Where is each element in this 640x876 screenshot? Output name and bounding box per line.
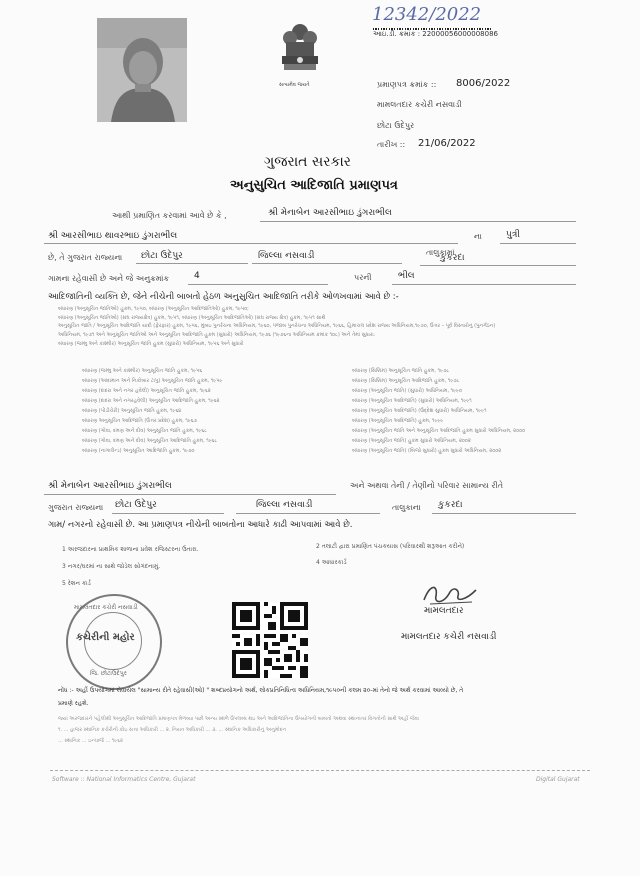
order-right: બંધારણ (સિક્કિમ) અનુસૂચિત આદિજાતિ હુકમ, ૧૯૭૮ bbox=[352, 378, 460, 384]
residence-state-label: ગુજરાત રાજ્યના bbox=[48, 503, 104, 512]
order-left: બંધારણ અનુસૂચિત આદિજાતિ (ઉત્તર પ્રદેશ) હુકમ, ૧૯૬૭ bbox=[82, 418, 197, 424]
caste-label: પરની bbox=[354, 273, 372, 282]
signatory-title: મામલતદાર bbox=[424, 606, 464, 616]
seal-top-text: મામલતદાર કચેરી નસવાડી bbox=[74, 604, 138, 611]
order-right: બંધારણ (સિક્કિમ) અનુસૂચિત જાતિ હુકમ, ૧૯૭૮ bbox=[352, 368, 450, 374]
jilla-value: જિલ્લા નસવાડી bbox=[258, 251, 315, 261]
note-faint-3: ... સ્થાનિક ... ઇન્ચાર્જ ... ૧૯૬૨ bbox=[58, 738, 123, 744]
order-line: બંધારણ (અનુસૂચિત જાતિઓ) હુકમ, ૧૯૫૦, બંધારણ (અનુસૂચિત આદિજાતિઓ) હુકમ, ૧૯૫૦; bbox=[58, 306, 249, 312]
note-line-2: પ્રમાણે રહશે. bbox=[58, 700, 89, 707]
taluka-label: તાલુકામાં bbox=[426, 248, 455, 257]
serial-number: 4 bbox=[194, 271, 200, 281]
tribe-text: આદિજાતિની વ્યક્તિ છે, જેને નીચેની બાબતો હેઠળ અનુસુચિત આદિજાતિ તરીકે ઓળખવામાં આવે છે :- bbox=[48, 292, 399, 302]
relation-label: ના bbox=[474, 232, 482, 241]
emblem-caption: સત્યમેવ જયતે bbox=[279, 82, 310, 88]
order-right: બંધારણ (અનુસૂચિત જાતિ) (સુધારો) અધિનિયમ, ૧૯૯૦ bbox=[352, 388, 463, 394]
issuing-office: મામલતદાર કચેરી નસવાડી bbox=[377, 100, 462, 109]
footer-divider bbox=[50, 770, 590, 771]
certify-text: આથી પ્રમાણિત કરવામાં આવે છે કે , bbox=[112, 211, 227, 220]
issuing-district: છોટા ઉદેપુર bbox=[377, 121, 415, 130]
order-left: બંધારણ (નાગાલેન્ડ) અનુસૂચિત આદિજાતિ હુકમ, ૧૯૭૦ bbox=[82, 448, 195, 454]
residence-district: છોટા ઉદેપુર bbox=[115, 500, 157, 510]
holder-name: શ્રી મેનાબેન આરસીભાઇ ડુંગરાભીલ bbox=[268, 208, 392, 218]
signatory-office: મામલતદાર કચેરી નસવાડી bbox=[401, 632, 497, 642]
basis-item: 1 અરજદારના પ્રાથમિક શાળાના પ્રવેશ રજિસ્ટરના ઉતારા. bbox=[62, 546, 199, 553]
cert-number: 8006/2022 bbox=[456, 78, 511, 89]
order-line: બંધારણ (અનુસૂચિત જાતિઓ) (સંઘ રાજ્યક્ષેત્ર) હુકમ, ૧૯૫૧, બંધારણ (અનુસૂચિત આદિજાતિઓ) (સંઘ રાજ્ય ક્ષેત્ર) હુકમ, ૧૯૫૧ સાથે bbox=[58, 315, 326, 321]
barcode-text: આઇ.ડી. ક્રમાંક : 22000056000008086 bbox=[373, 30, 498, 38]
basis-item: 3 નગર/ઘરમાં ના સાથે જોડેલ સોગંદનામું. bbox=[62, 563, 161, 570]
father-name: શ્રી આરસીભાઇ થાવરભાઇ ડુંગરાભીલ bbox=[48, 231, 178, 241]
footer-right: Digital Gujarat bbox=[536, 776, 580, 783]
signature-icon bbox=[420, 582, 480, 608]
footer-left: Software :: National Informatics Centre, Gujarat bbox=[52, 776, 196, 783]
residence-name: શ્રી મેનાબેન આરસીભાઇ ડુંગરાભીલ bbox=[48, 481, 172, 491]
village-text: ગામના રહેવાસી છે અને જે અનુક્રમાંક bbox=[48, 274, 170, 283]
certificate-title: અનુસુચિત આદિજાતિ પ્રમાણપત્ર bbox=[230, 178, 398, 193]
order-right: બંધારણ (અનુસૂચિત જાતિ) (બિજો સુધારો) હુકમ સુધારો અધિનિયમ, ૨૦૦૨ bbox=[352, 448, 502, 454]
national-emblem-icon bbox=[278, 22, 322, 84]
caste-value: ભીલ bbox=[398, 271, 415, 281]
order-line: અધિનિયમ, ૧૯૭૧ અને અનુસૂચિત જાતિઓ અને અનુસૂચિત આદિજાતિ હુકમ (સુધારો) અધિનિયમ, ૧૯૭૬ (૧૯૭૬ના અધિનિયમ ક્રમાંક ૧૦૮) અને તેમાં સુધારા. bbox=[58, 332, 376, 338]
seal-bottom-text: જિ. છોટાઉદેપુર bbox=[90, 670, 127, 677]
basis-text: ગામ/ નગરનો રહેવાસી છે. આ પ્રમાણપત્ર નીચેની બાબતોના આધારે કાઢી આપવામાં આવે છે. bbox=[48, 520, 353, 530]
office-seal bbox=[66, 594, 162, 690]
order-right: બંધારણ (અનુસૂચિત જાતિ) હુકમ સુધારો અધિનિયમ, ૨૦૦૨ bbox=[352, 438, 471, 444]
basis-item: 5 રેશન કાર્ડ bbox=[62, 580, 91, 587]
order-left: બંધારણ (આંદામાન અને નિકોબાર ટાપુ) અનુસૂચિત જાતિ હુકમ, ૧૯૫૯ bbox=[82, 378, 223, 384]
note-faint-2: ૧. ... હાજર સ્થાનિક કચેરીની કોઇ સત્તા અધિકારી ... ૨. નિયત અધિકારી ... ૩. ... સ્થાનિક અધિકારીનું અનુમોદન bbox=[58, 727, 287, 733]
order-left: બંધારણ (દાદરા અને નગરહવેલી) અનુસૂચિત આદિજાતિ હુકમ, ૧૯૬૨ bbox=[82, 398, 220, 404]
date-label: તારીખ :: bbox=[377, 140, 406, 149]
applicant-photo bbox=[97, 18, 187, 122]
taluka-value: કુકરદા bbox=[440, 253, 465, 263]
basis-item: 2 તલાટી દ્વારા પ્રમાણિત પંચકયાસ (પરિવારથી શરૂઆત કરીને) bbox=[316, 543, 465, 550]
cert-number-label: પ્રમાણપત્ર ક્રમાંક :: bbox=[377, 80, 437, 89]
order-left: બંધારણ (દાદરા અને નગર હવેલી) અનુસૂચિત જાતિ હુકમ, ૧૯૬૨ bbox=[82, 388, 211, 394]
state-label: છે, તે ગુજરાત રાજ્યના bbox=[48, 253, 123, 262]
family-text: અને અથવા તેની / તેણીનો પરિવાર સામાન્ય રીતે bbox=[350, 481, 504, 490]
handwritten-number: 12342/2022 bbox=[372, 4, 482, 25]
order-right: બંધારણ (અનુસૂચિત આદિજાતિ) (ઉદ્દેશ સુધારો) અધિનિયમ, ૧૯૯૧ bbox=[352, 408, 487, 414]
order-line: બંધારણ (જમ્મુ અને કાશ્મીર) અનુસૂચિત જાતિ હુકમ (સુધારો) અધિનિયમ, ૧૯૫૬ અને સુધારો bbox=[58, 341, 244, 347]
residence-taluka: કુકરદા bbox=[438, 500, 463, 510]
note-faint-1: જ્યાં અરજદારને પહેલીથી અનુસૂચિત આદિજાતિ પ્રમાણપત્ર મેળવ્યા પછી અન્ય સ્થળે ઉપલબ્ધ થઇ અને આદિજાતિના ઉપયોગની બાબતો અથવા સ્થાનાંતર વિગતોની સાથે અહીં જેવા bbox=[58, 716, 419, 722]
basis-item: 4 આધારકાર્ડ bbox=[316, 559, 347, 566]
district-value: છોટા ઉદેપુર bbox=[141, 251, 183, 261]
qr-code bbox=[232, 602, 308, 678]
order-right: બંધારણ (અનુસૂચિત જાતિ અને અનુસૂચિત આદિજાતિ હુકમ સુધારો અધિનિયમ, ૨૦૦૦ bbox=[352, 428, 526, 434]
order-left: બંધારણ (ગોવા, દમણ અને દીવ) અનુસૂચિત જાતિ હુકમ, ૧૯૬૮ bbox=[82, 428, 207, 434]
order-right: બંધારણ (અનુસૂચિત આદિજાતિ) (સુધારો) અધિનિયમ, ૧૯૯૧ bbox=[352, 398, 472, 404]
order-line: અનુસૂચિત જાતિ / અનુસૂચિત આદિજાતિ યાદી (ફેરફાર) હુકમ, ૧૯૫૬, મુંબઇ પુનર્રચના અધિનિયમ, ૧૯૬૦, પંજાબ પુનર્રચના અધિનિયમ, ૧૯૬૬, હિમાચલ પ્રદેશ રાજ્ય અધિનિયમ,૧૯૭૦, ઉત્તર – પૂર્વ વિસ્તારોનું (પુનર્ગઠન) bbox=[58, 323, 496, 329]
residence-taluka-label: તાલુકાના bbox=[392, 503, 421, 512]
seal-center-text: કચેરીની મહોર bbox=[76, 632, 135, 643]
residence-jilla: જિલ્લા નસવાડી bbox=[256, 500, 313, 510]
issue-date: 21/06/2022 bbox=[418, 138, 476, 149]
note-line-1: નોંધ :- અહીં ઉપયોગમાં લેવાયેલ "સામાન્ય રીતે રહેવાસી(ઓ) " શબ્દપ્રયોગનો અર્થ, લોકપ્રતિનિધિત્વ અધિનિયમ,૧૯૫૦ની કલમ ૨૦-માં તેનો જે અર્થ કરવામાં આવ્યો છે, તે bbox=[58, 687, 464, 694]
relation-value: પુત્રી bbox=[506, 230, 520, 240]
order-left: બંધારણ (ગોવા, દમણ અને દીવ) અનુસૂચિત આદિજાતિ હુકમ, ૧૯૬૮ bbox=[82, 438, 218, 444]
order-right: બંધારણ (અનુસૂચિત આદિજાતિ) હુકમ, ૧૯૯૯ bbox=[352, 418, 444, 424]
order-left: બંધારણ (પોંડીચેરી) અનુસૂચિત જાતિ હુકમ, ૧૯૬૪ bbox=[82, 408, 182, 414]
order-left: બંધારણ (જમ્મુ અને કાશ્મીર) અનુસૂચિત જાતિ હુકમ, ૧૯૫૬ bbox=[82, 368, 203, 374]
government-title: ગુજરાત સરકાર bbox=[264, 154, 351, 170]
